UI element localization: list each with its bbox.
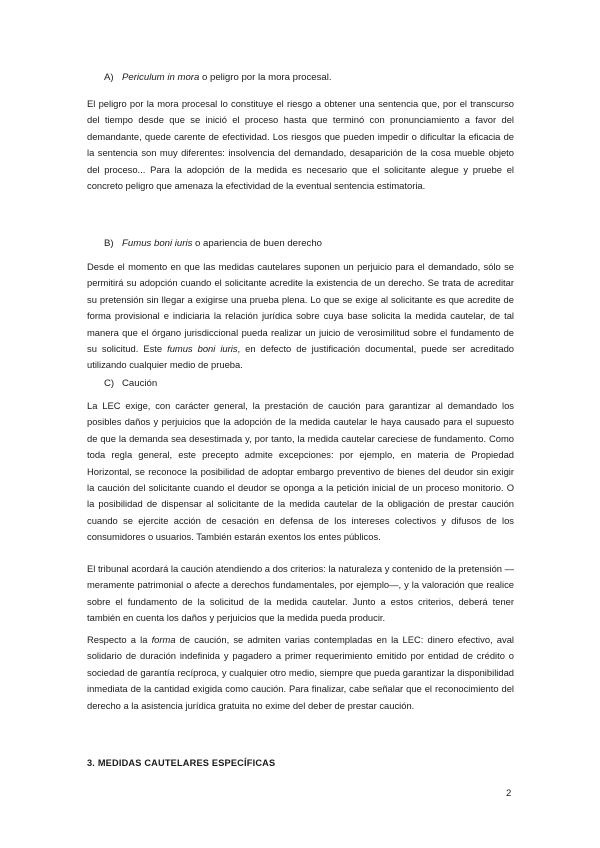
heading-periculum-in-mora: [104, 72, 332, 83]
paragraph-caucion-3: [87, 632, 514, 714]
paragraph-caucion-1: La LEC exige, con carácter general, la prestación de caución para garantizar al demandado los posibles daños y perjuicios que la adopción de la medida cautelar le haya causado para el supuesto de que la demanda sea desestimada y, por tanto, la medida cautelar careciese de fundamento. Como toda regla general, este precepto admite excepciones: por ejemplo, en materia de Propiedad Horizontal, se reconoce la posibilidad de adoptar embargo preventivo de bienes del deudor sin exigir la caución del solicitante cuando el deudor se oponga a la petición inicial de un proceso monitorio. O la posibilidad de dispensar al solicitante de la medida cautelar de la obligación de prestar caución cuando se ejercite acción de cesación en defensa de los intereses colectivos y difusos de los consumidores o usuarios. También estarán exentos los entes públicos.: [87, 400, 514, 543]
heading-letter: B): [104, 238, 114, 249]
heading-term: Periculum in mora: [122, 72, 200, 83]
paragraph-fumus: [87, 259, 514, 374]
paragraph-text: Respecto a la: [87, 634, 152, 645]
paragraph-term: forma: [151, 634, 176, 645]
paragraph-text: , en defecto de justificación documental, puede ser acreditado utilizando cualquier medio de prueba.: [87, 343, 514, 371]
heading-letter: A): [104, 72, 114, 83]
heading-rest: o peligro por la mora procesal.: [199, 72, 332, 83]
heading-term: Fumus boni iuris: [122, 238, 193, 249]
paragraph-text: de caución, se admiten varias contempladas en la LEC: dinero efectivo, aval solidario de duración indefinida y pagadero a primer requerimiento emitido por entidad de crédito o sociedad de garantía recíproca, y cualquier otro medio, siempre que pueda garantizar la disponibilidad inmediata de la cantidad exigida como caución. Para finalizar, cabe señalar que el reconocimiento del derecho a la asistencia jurídica gratuita no exime del deber de prestar caución.: [87, 634, 514, 711]
page-number: 2: [506, 788, 512, 799]
paragraph-periculum: El peligro por la mora procesal lo constituye el riesgo a obtener una sentencia que, por el transcurso del tiempo desde que se inició el proceso hasta que terminó con pronunciamiento a favor del demandante, quede carente de efectividad. Los riesgos que pueden impedir o dificultar la eficacia de la sentencia son muy diferentes: insolvencia del demandado, desaparición de la cosa mueble objeto del proceso... Para la adopción de la medida es necesario que el solicitante alegue y pruebe el concreto peligro que amenaza la efectividad de la eventual sentencia estimatoria.: [87, 98, 514, 192]
heading-title: Caución: [122, 378, 158, 389]
heading-fumus-boni-iuris: [104, 238, 322, 249]
section-title-medidas-especificas: 3. MEDIDAS CAUTELARES ESPECÍFICAS: [87, 758, 276, 768]
heading-letter: C): [104, 378, 115, 389]
paragraph-caucion-2: El tribunal acordará la caución atendiendo a dos criterios: la naturaleza y contenido de la pretensión —meramente patrimonial o afecte a derechos fundamentales, por ejemplo—, y la valoración que realice sobre el fundamento de la solicitud de la medida cautelar. Junto a estos criterios, deberá tener también en cuenta los daños y perjuicios que la medida pueda producir.: [87, 563, 514, 624]
paragraph-term: fumus boni iuris: [167, 343, 238, 355]
paragraph-text: Desde el momento en que las medidas cautelares suponen un perjuicio para el demandado, sólo se permitirá su adopción cuando el solicitante acredite la existencia de un derecho. Se trata de acreditar su pretensión sin llegar a exigirse una prueba plena. Lo que se exige al solicitante es que acredite de forma provisional e indiciaria la relación jurídica sobre cuya base solicita la medida cautelar, de tal manera que el órgano jurisdiccional pueda realizar un juicio de verosimilitud sobre el fundamento de su solicitud. Este: [87, 261, 514, 355]
heading-rest: o apariencia de buen derecho: [192, 238, 323, 249]
heading-caucion: [104, 378, 157, 389]
